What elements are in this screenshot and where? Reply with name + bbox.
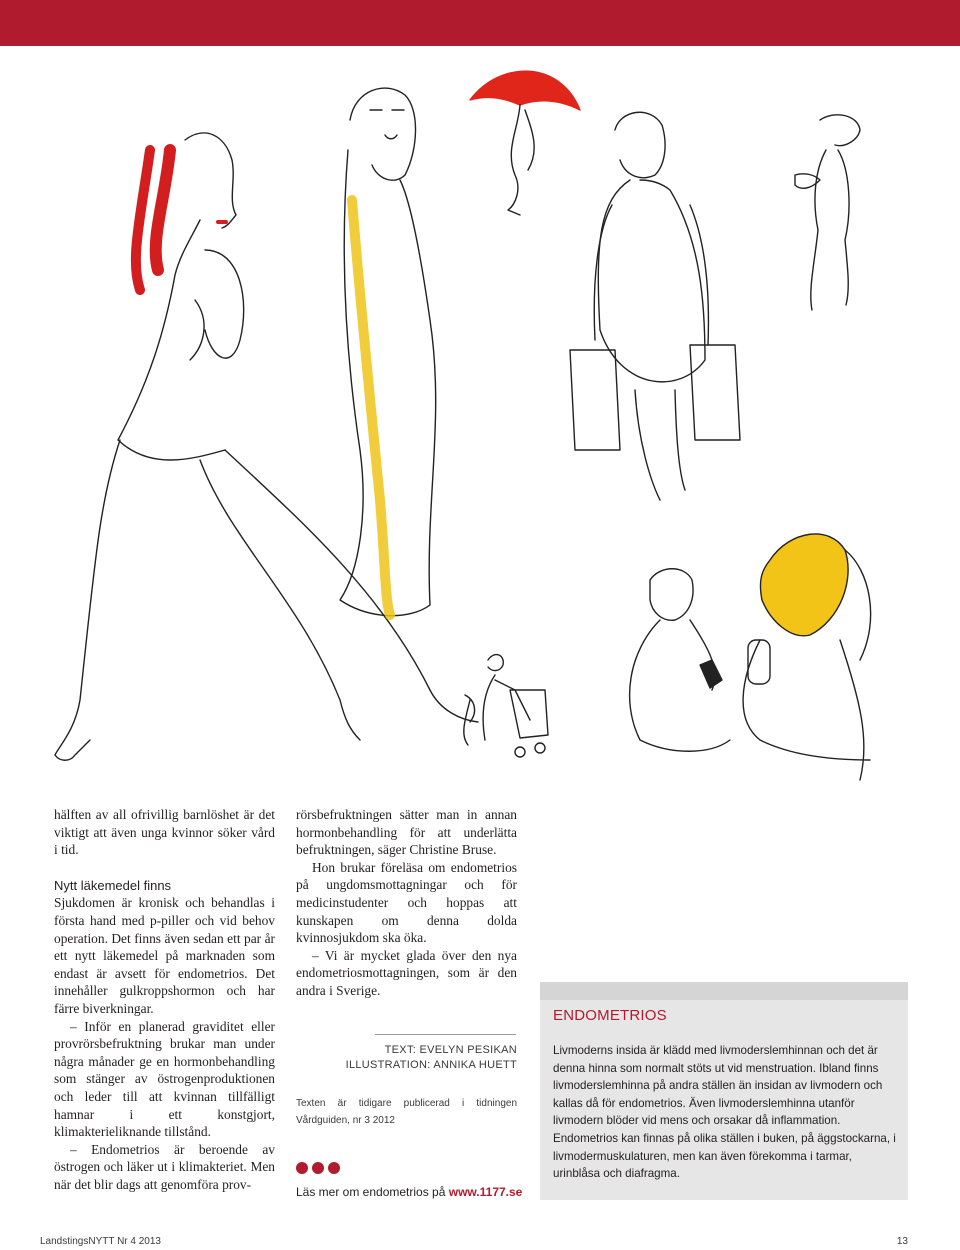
- top-color-bar: [0, 0, 960, 46]
- fact-box-title: ENDOMETRIOS: [553, 1007, 667, 1024]
- paragraph: – Endometrios är beroende av östrogen och läker ut i klimakteriet. Men när det blir dags att genomföra prov-: [54, 1141, 275, 1192]
- byline-text-author: TEXT: EVELYN PESIKAN: [384, 1044, 517, 1056]
- paragraph: – Vi är mycket glada över den nya endometriosmottagningen, som är den andra i Sverige.: [296, 947, 517, 998]
- dot-icon: [296, 1162, 308, 1174]
- paragraph: Hon brukar föreläsa om endometrios på ungdomsmottagningar och för medicinstudenter och hoppas att kunskapen om denna dolda kvinnosjukdom ska öka.: [296, 859, 517, 946]
- woman-with-shopping-bags-figure: [570, 112, 740, 500]
- byline-divider: [375, 1034, 516, 1035]
- fact-box: [540, 982, 908, 1200]
- fact-box-text: Livmoderns insida är klädd med livmoderslemhinnan och det är denna hinna som normalt stöts ut vid menstruation. Ibland finns livmoderslemhinna på andra ställen än insidan av livmodern och kallas då för endometrios. Även livmoderslemhinna utanför livmodern blöder vid mens och orsakar då inflammation. Endometrios kan finnas på olika ställen i buken, på äggstockarna, i livmodermuskulaturen, men kan även förekomma i tarmar, urinblåsa och diafragma.: [553, 1044, 896, 1181]
- fact-box-header-band: [540, 982, 908, 1000]
- article-column-2: [296, 806, 517, 1000]
- dot-icon: [328, 1162, 340, 1174]
- woman-with-yellow-face-figure: [743, 534, 871, 780]
- footer-publication: LandstingsNYTT Nr 4 2013: [40, 1236, 161, 1247]
- read-more-text: Läs mer om endometrios på: [296, 1185, 449, 1199]
- subheading-new-drug: Nytt läkemedel finns: [54, 877, 172, 893]
- paragraph: rörsbefruktningen sätter man in annan hormonbehandling för att underlätta befruktningen, säger Christine Bruse.: [296, 807, 517, 858]
- byline-illustrator: ILLUSTRATION: ANNIKA HUETT: [345, 1059, 517, 1071]
- article-column-1: [54, 806, 275, 1193]
- umbrella-figure: [470, 71, 580, 215]
- person-with-stroller-figure: [464, 655, 548, 757]
- publication-note: Texten är tidigare publicerad i tidningen Vårdguiden, nr 3 2012: [296, 1098, 517, 1126]
- decorative-dots: [296, 1162, 340, 1174]
- paragraph: Sjukdomen är kronisk och behandlas i första hand med p-piller och vid behov operation. Det finns även sedan ett par år ett nytt läkemedel på marknaden som endast är avsett för endometrios. Det innehåller gulkroppshormon och har färre biverkningar.: [54, 895, 275, 1016]
- paragraph: hälften av all ofrivillig barnlöshet är det viktigt att även unga kvinnor söker vård i tid.: [54, 807, 275, 858]
- page-number: 13: [896, 1236, 908, 1247]
- woman-with-phone-figure: [630, 569, 730, 752]
- read-more-line: [296, 1185, 522, 1199]
- man-with-cap-figure: [795, 115, 860, 310]
- dot-icon: [312, 1162, 324, 1174]
- read-more-link[interactable]: www.1177.se: [448, 1185, 523, 1199]
- paragraph: – Inför en planerad graviditet eller provrörsbefruktning brukar man under några månader ge en hormonbehandling som stänger av östrogenproduktionen och leder till att kvinnan tillfälligt hamnar i ett konstgjort, klimakterieliknande tillstånd.: [54, 1018, 275, 1140]
- woman-in-long-dress-figure: [340, 88, 436, 616]
- byline: [296, 1043, 517, 1073]
- drawn-figures-illustration: [0, 46, 960, 786]
